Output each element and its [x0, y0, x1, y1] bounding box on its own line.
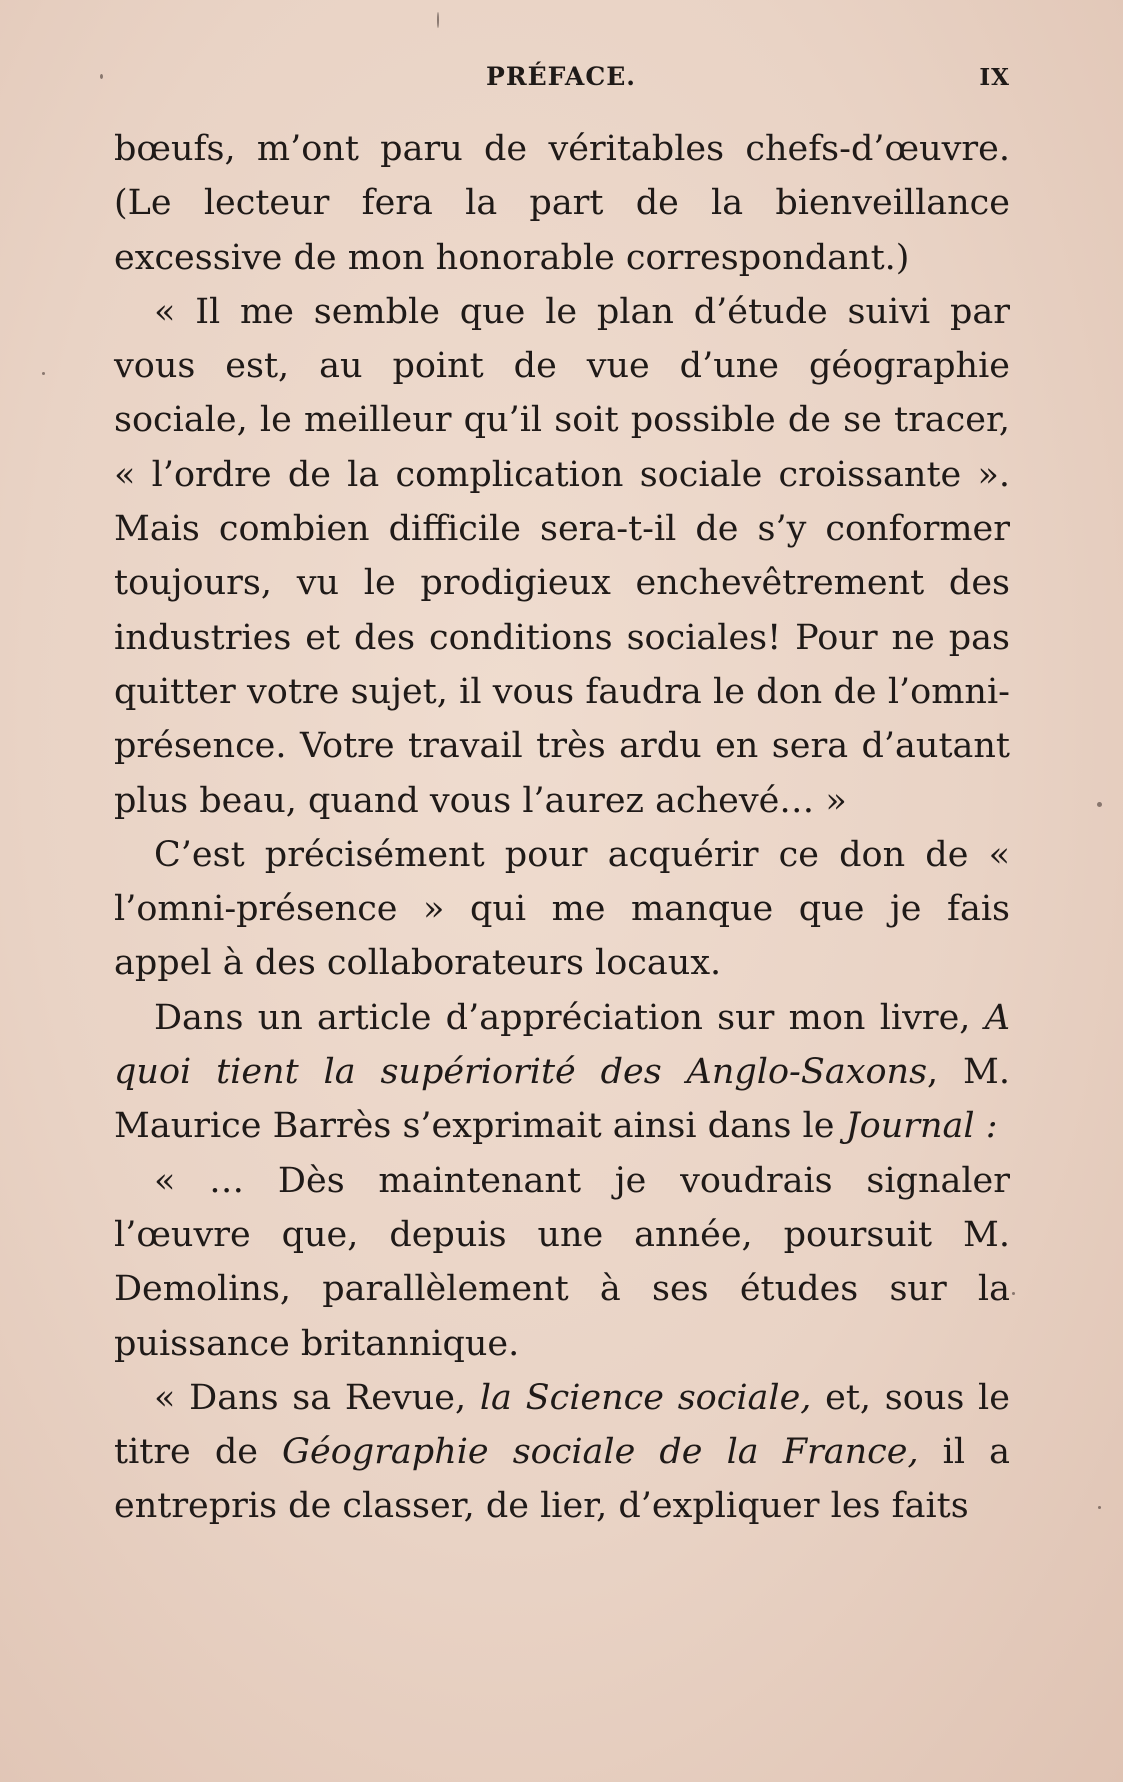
paragraph-1-text: bœufs, m’ont paru de véritables chefs-d’œuvre. (Le lecteur fera la part de la bienveillance excessive de mon honorable correspondant.)	[114, 129, 1010, 278]
paragraph-4	[114, 991, 1010, 1154]
paragraph-2-text: « Il me semble que le plan d’étude suivi par vous est, au point de vue d’une géographie sociale, le meilleur qu’il soit possible de se tracer, « l’ordre de la complication sociale croissante ». Mais combien difficile sera-t-il de s’y conformer toujours, vu le prodigieux enchevêtrement des industries et des conditions sociales! Pour ne pas quitter votre sujet, il vous faudra le don de l’omni-présence. Votre travail très ardu en sera d’autant plus beau, quand vous l’aurez achevé… »	[114, 291, 1010, 821]
paper-speck	[100, 74, 103, 79]
paper-speck	[42, 372, 45, 375]
page-number: IX	[979, 64, 1010, 91]
paragraph-6-text-a: « Dans sa Revue,	[154, 1377, 467, 1418]
paragraph-2	[114, 285, 1010, 828]
paper-speck	[1097, 802, 1102, 807]
running-title: PRÉFACE.	[486, 62, 636, 91]
body-text	[114, 122, 1010, 1534]
paragraph-5-text: « … Dès maintenant je voudrais signaler l’œuvre que, depuis une année, poursuit M. Demolins, parallèlement à ses études sur la puissance britannique.	[114, 1160, 1010, 1364]
review-title-italic: la Science sociale,	[479, 1377, 812, 1418]
paragraph-1	[114, 122, 1010, 285]
paragraph-6-text-b: et, sous le titre de	[114, 1377, 1010, 1473]
paragraph-4-text-b: , M. Maurice Barrès s’exprimait ainsi dans le	[114, 1052, 1010, 1147]
series-title-italic: Géographie sociale de la France,	[282, 1432, 919, 1473]
running-head	[112, 62, 1010, 102]
paragraph-6-text-c: il a entrepris de classer, de lier, d’expliquer les faits	[114, 1432, 1010, 1527]
paper-speck	[1098, 1506, 1101, 1509]
book-title-italic: A quoi tient la supériorité des Anglo-Saxons	[114, 997, 1010, 1093]
paragraph-4-text-a: Dans un article d’appréciation sur mon livre,	[154, 997, 971, 1038]
paragraph-5	[114, 1154, 1010, 1371]
paragraph-6	[114, 1371, 1010, 1534]
paragraph-3	[114, 828, 1010, 991]
journal-title-italic: Journal :	[845, 1106, 998, 1147]
paper-speck	[1012, 1292, 1015, 1295]
paragraph-3-text: C’est précisément pour acquérir ce don de « l’omni-présence » qui me manque que je fais appel à des collaborateurs locaux.	[114, 834, 1010, 984]
paper-speck	[437, 12, 439, 28]
